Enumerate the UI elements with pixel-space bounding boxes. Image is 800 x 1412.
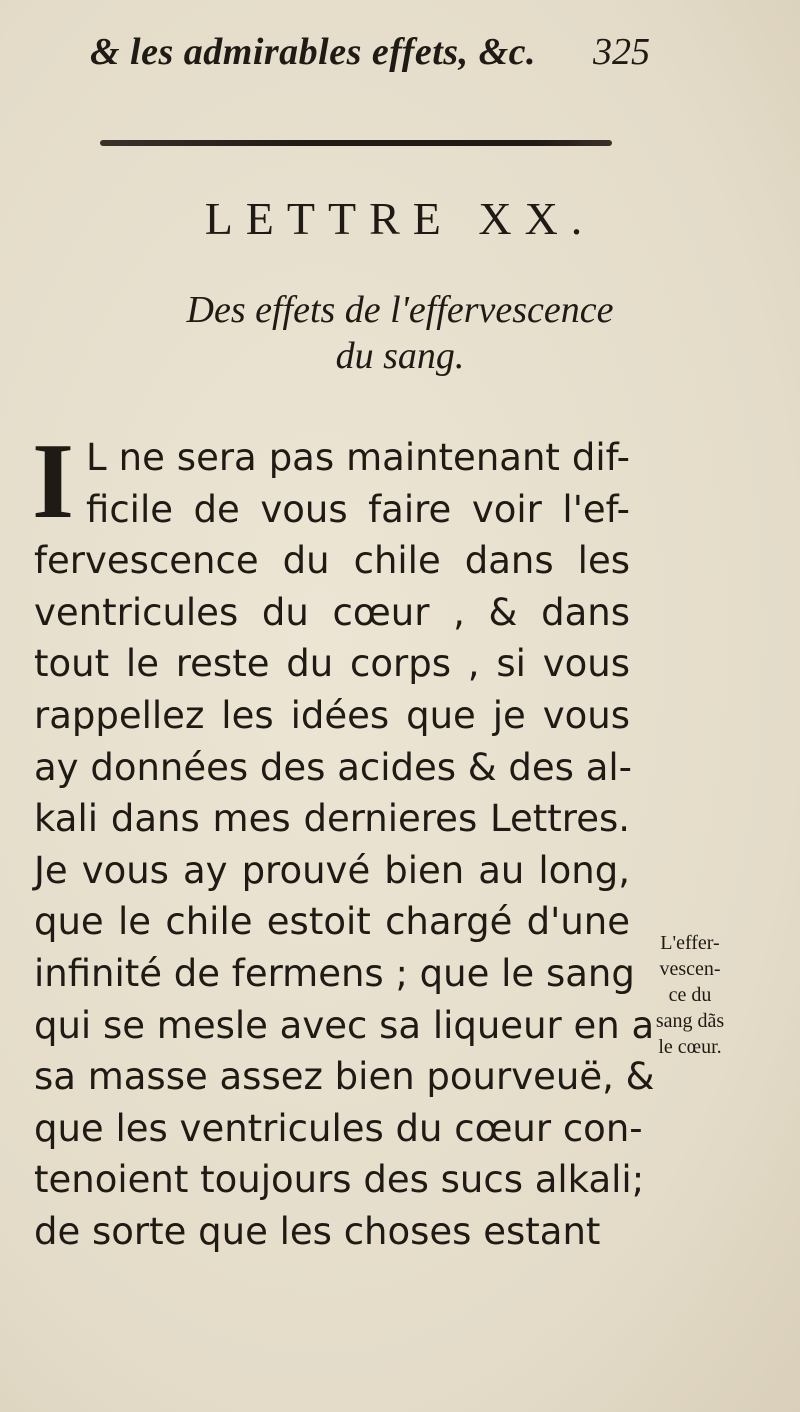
- marginal-note-line: vescen-: [659, 958, 721, 980]
- marginal-note-line: le cœur.: [658, 1036, 722, 1058]
- body-line: de sorte que les choses estant: [34, 1209, 601, 1253]
- body-line: L ne sera pas maintenant dif-: [86, 436, 630, 479]
- body-line: tout le reste du corps , si vous: [34, 642, 630, 686]
- marginal-note-line: ce du: [668, 984, 712, 1006]
- body-line: que les ventricules du cœur con-: [34, 1106, 643, 1150]
- body-line: ficile de vous faire voir l'ef-: [86, 487, 630, 531]
- body-line: kali dans mes dernieres Lettres.: [34, 797, 630, 841]
- body-text: [32, 422, 655, 1258]
- marginal-note-line: sang dãs: [655, 1010, 725, 1032]
- body-line: Je vous ay prouvé bien au long,: [34, 848, 630, 892]
- body-line: fervescence du chile dans les: [34, 539, 630, 583]
- header-rule: [100, 140, 612, 146]
- letter-title: LETTRE XX.: [204, 193, 596, 244]
- body-line: qui se mesle avec sa liqueur en a: [34, 1003, 655, 1047]
- body-line: sa masse assez bien pourveuë, &: [34, 1055, 655, 1099]
- page-number: 325: [593, 31, 650, 73]
- letter-subtitle-line1: Des effets de l'effervescence: [186, 289, 614, 331]
- drop-cap: I: [32, 422, 75, 541]
- body-line: ventricules du cœur , & dans: [34, 590, 630, 634]
- body-line: ay données des acides & des al-: [34, 745, 632, 789]
- running-head: [90, 30, 650, 90]
- body-line: infinité de fermens ; que le sang: [34, 951, 635, 995]
- body-line: rappellez les idées que je vous: [34, 693, 630, 737]
- body-line: que le chile estoit chargé d'une: [34, 900, 630, 944]
- marginal-note-line: L'effer-: [660, 932, 720, 954]
- running-head-title: & les admirables effets, &c.: [90, 31, 537, 73]
- marginal-note: [635, 930, 745, 1060]
- body-line: tenoient toujours des sucs alkali;: [34, 1158, 645, 1202]
- letter-subtitle-line2: du sang.: [335, 335, 465, 377]
